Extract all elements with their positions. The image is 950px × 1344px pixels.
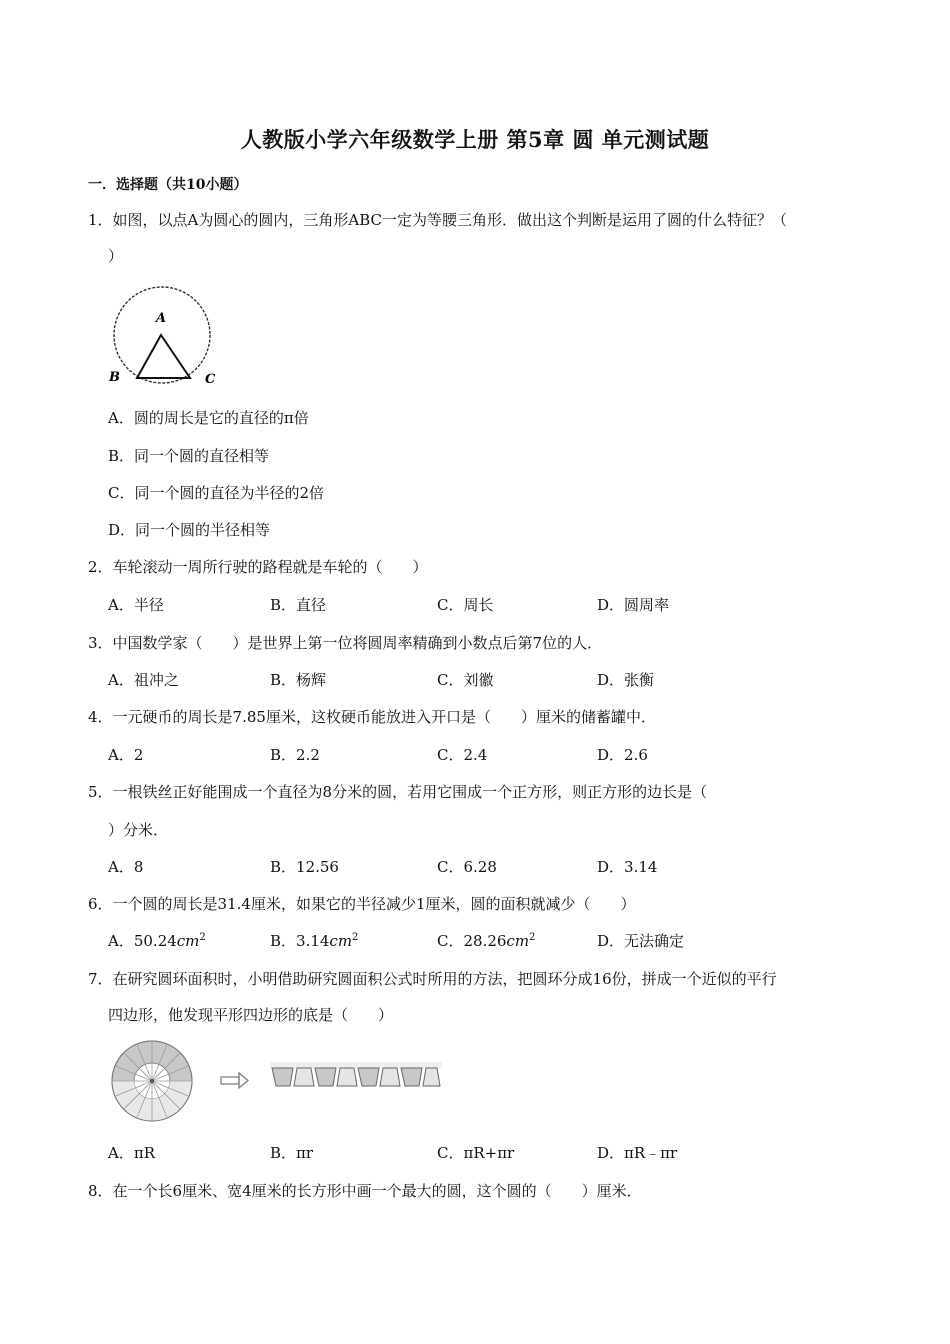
q4-option-b: B．2.2 xyxy=(270,746,320,764)
q1-option-d: D．同一个圆的半径相等 xyxy=(108,521,271,539)
q3-option-b: B．杨辉 xyxy=(270,671,327,689)
q4-option-c: C．2.4 xyxy=(437,746,488,764)
circle-triangle-figure xyxy=(105,280,225,392)
parallelogram-strip xyxy=(270,1062,442,1086)
question-3-text: 3．中国数学家（ ）是世界上第一位将圆周率精确到小数点后第7位的人． xyxy=(88,634,603,652)
q2-option-a: A．半径 xyxy=(108,596,164,614)
label-a: A xyxy=(156,311,167,326)
q6-option-c: C．$28.26cm^2$ xyxy=(437,932,536,950)
q3-option-d: D．张衡 xyxy=(597,671,655,689)
q5-option-c: C．6.28 xyxy=(437,858,497,876)
question-7-text-cont: 四边形，他发现平形四边形的底是（ ） xyxy=(108,1006,394,1024)
annulus-figure xyxy=(110,1038,450,1126)
question-6-text: 6．一个圆的周长是31.4厘米，如果它的半径减少1厘米，圆的面积就减少（ ） xyxy=(88,895,636,913)
label-c: C xyxy=(205,372,216,387)
question-1-text-cont: ） xyxy=(108,247,124,265)
q2-option-b: B．直径 xyxy=(270,596,327,614)
section-heading: 一．选择题（共10小题） xyxy=(88,177,248,193)
q1-option-c: C．同一个圆的直径为半径的2倍 xyxy=(108,484,325,502)
question-4-text: 4．一元硬币的周长是7.85厘米，这枚硬币能放进入开口是（ ）厘米的储蓄罐中． xyxy=(88,708,656,726)
q7-option-c: C．πR+πr xyxy=(437,1144,515,1162)
q2-option-c: C．周长 xyxy=(437,596,494,614)
q7-option-a: A．πR xyxy=(108,1144,155,1162)
q5-option-b: B．12.56 xyxy=(270,858,339,876)
q1-option-b: B．同一个圆的直径相等 xyxy=(108,447,270,465)
label-b: B xyxy=(109,370,120,385)
question-2-text: 2．车轮滚动一周所行驶的路程就是车轮的（ ） xyxy=(88,558,428,576)
q6-option-b: B．$3.14cm^2$ xyxy=(270,932,359,950)
q3-option-a: A．祖冲之 xyxy=(108,671,179,689)
q3-option-c: C．刘徽 xyxy=(437,671,494,689)
q5-option-d: D．3.14 xyxy=(597,858,658,876)
q4-option-a: A．2 xyxy=(108,746,144,764)
page-title: 人教版小学六年级数学上册 第5章 圆 单元测试题 xyxy=(240,127,710,152)
arrow-icon xyxy=(221,1073,248,1088)
question-5-text: 5．一根铁丝正好能围成一个直径为8分米的圆，若用它围成一个正方形，则正方形的边长是（ xyxy=(88,783,708,801)
question-5-text-cont: ）分米． xyxy=(108,821,169,839)
question-7-text: 7．在研究圆环面积时，小明借助研究圆面积公式时所用的方法，把圆环分成16份，拼成一个近似的平行 xyxy=(88,970,777,988)
q1-option-a: A．圆的周长是它的直径的π倍 xyxy=(108,409,309,427)
q7-option-b: B．πr xyxy=(270,1144,314,1162)
q6-option-a: A．$50.24cm^2$ xyxy=(108,932,206,950)
question-1-text: 1．如图，以点A为圆心的圆内，三角形ABC一定为等腰三角形．做出这个判断是运用了圆的什么特征？（ xyxy=(88,211,787,229)
q5-option-a: A．8 xyxy=(108,858,144,876)
figure-triangle xyxy=(137,335,190,378)
question-8-text: 8．在一个长6厘米、宽4厘米的长方形中画一个最大的圆，这个圆的（ ）厘米． xyxy=(88,1182,642,1200)
q4-option-d: D．2.6 xyxy=(597,746,648,764)
annulus-circle xyxy=(112,1041,192,1121)
q7-option-d: D．πR﹣πr xyxy=(597,1144,678,1162)
q2-option-d: D．圆周率 xyxy=(597,596,670,614)
q6-option-d: D．无法确定 xyxy=(597,932,685,950)
